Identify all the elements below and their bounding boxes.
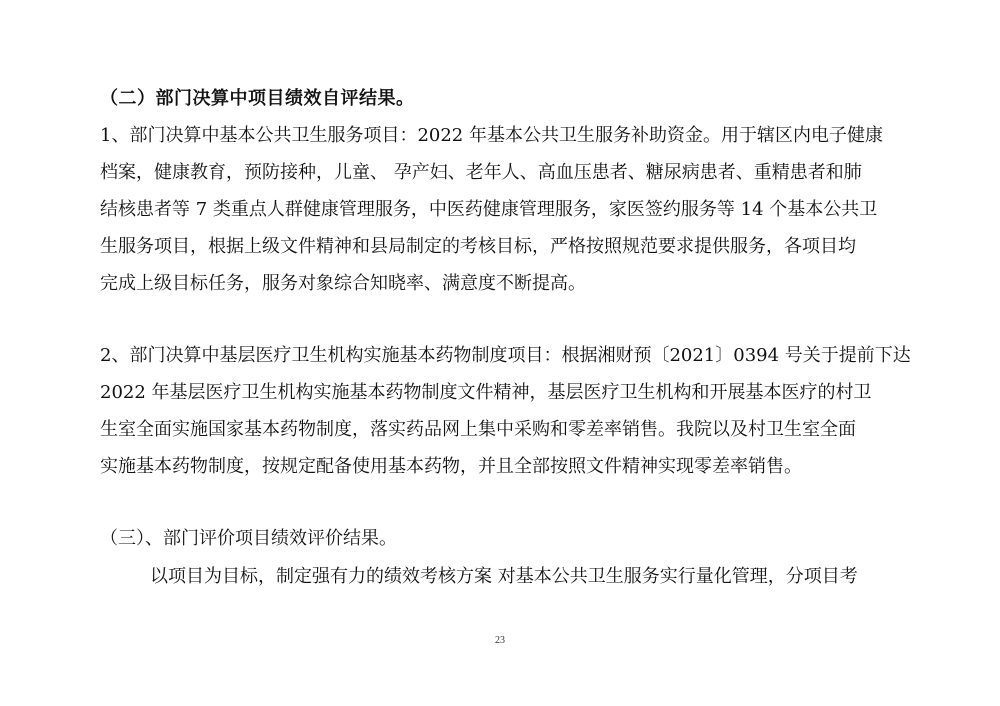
- section-3-heading: （三）、部门评价项目绩效评价结果。: [100, 528, 397, 549]
- page-number: 23: [495, 635, 505, 646]
- item-2-line-4: 实施基本药物制度，按规定配备使用基本药物，并且全部按照文件精神实现零差率销售。: [100, 456, 802, 477]
- item-1-line-5: 完成上级目标任务，服务对象综合知晓率、满意度不断提高。: [100, 273, 586, 294]
- item-1-line-1: 1、部门决算中基本公共卫生服务项目：2022 年基本公共卫生服务补助资金。用于辖区内电子健康: [100, 125, 883, 146]
- item-1-line-4: 生服务项目，根据上级文件精神和县局制定的考核目标，严格按照规范要求提供服务，各项目均: [100, 236, 856, 257]
- section-2-heading: （二）部门决算中项目绩效自评结果。: [100, 88, 415, 109]
- item-2-line-3: 生室全面实施国家基本药物制度，落实药品网上集中采购和零差率销售。我院以及村卫生室全面: [100, 419, 856, 440]
- section-3-paragraph-line-1: 以项目为目标，制定强有力的绩效考核方案 对基本公共卫生服务实行量化管理，分项目考: [150, 566, 858, 587]
- item-1-line-3: 结核患者等 7 类重点人群健康管理服务，中医药健康管理服务，家医签约服务等 14 个基本公共卫: [100, 199, 878, 220]
- item-1-line-2: 档案，健康教育，预防接种，儿童、 孕产妇、老年人、高血压患者、糖尿病患者、重精患者和肺: [100, 162, 862, 183]
- item-2-line-2: 2022 年基层医疗卫生机构实施基本药物制度文件精神，基层医疗卫生机构和开展基本医疗的村卫: [100, 382, 872, 403]
- item-2-line-1: 2、部门决算中基层医疗卫生机构实施基本药物制度项目：根据湘财预〔2021〕0394 号关于提前下达: [100, 345, 911, 366]
